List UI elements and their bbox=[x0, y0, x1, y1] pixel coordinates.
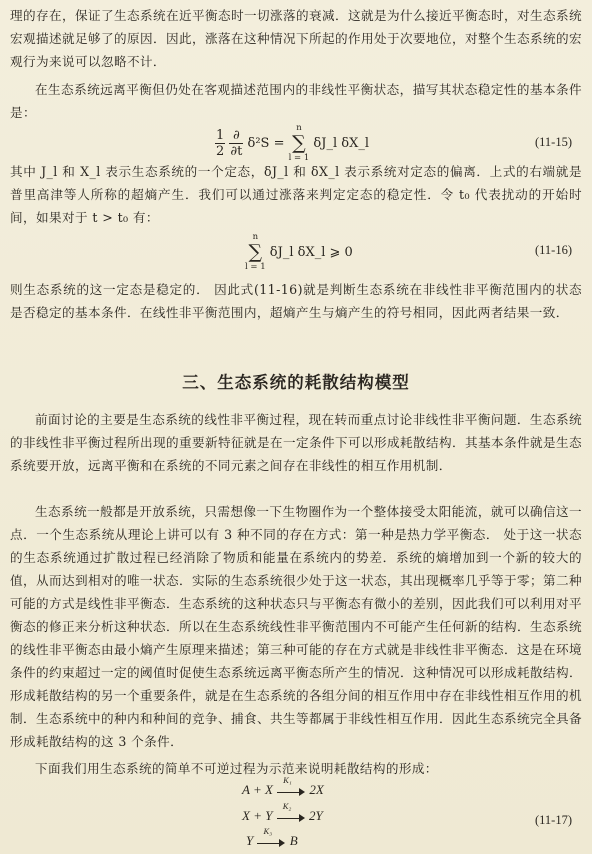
partial-derivative: $\frac{\partial}{\partial t}$ bbox=[230, 128, 243, 159]
equation-number-11-15: (11-15) bbox=[534, 135, 572, 149]
paragraph-5: 前面讨论的主要是生态系统的线性非平衡过程，现在转而重点讨论非线性非平衡问题．生态系统的非线性非平衡过程所出现的重要新特征就是在一定条件下可以形成耗散结构．其基本条件就是生态系统要开放，远离平衡和在系统的不同元素之间存在非线性的相互作用机制． bbox=[10, 412, 582, 473]
paragraph-3: 其中 J_l 和 X_l 表示生态系统的一个定态，δJ_l 和 δX_l 表示系统对定态的偏离．上式的右端就是普里高津等人所称的超熵产生．我们可以通过涨落来判定定态的稳定性．令 t₀ 代表扰动的开始时间，如果对于 t > t₀ 有： bbox=[10, 164, 582, 225]
reaction-arrow: K₁ bbox=[277, 784, 305, 798]
lhs-entropy: δ²S = bbox=[247, 136, 285, 151]
fraction-half: $\frac{1}{2}$ bbox=[216, 128, 225, 159]
section-heading: 三、生态系统的耗散结构模型 bbox=[182, 373, 410, 392]
paragraph-4: 则生态系统的这一定态是稳定的． 因此式(11-16)就是判断生态系统在非线性非平衡范围内的状态是否稳定的基本条件．在线性非平衡范围内，超熵产生与熵产生的符号相同，因此两者结果一致． bbox=[10, 282, 582, 320]
equation-11-16 bbox=[245, 232, 353, 273]
reaction-arrow: K₃ bbox=[257, 835, 285, 849]
stability-condition: δJ_l δX_l ⩾ 0 bbox=[269, 245, 353, 260]
reaction-3: Y K₃ B bbox=[246, 826, 298, 848]
equation-number-11-17: (11-17) bbox=[534, 813, 572, 827]
equation-11-15 bbox=[215, 123, 369, 164]
reaction-1: A + X K₁ 2X bbox=[242, 775, 324, 797]
paragraph-6: 生态系统一般都是开放系统，只需想像一下生物圈作为一个整体接受太阳能流，就可以确信这一点．一个生态系统从理论上讲可以有 3 种不同的存在方式：第一种是热力学平衡态． 处于这一状态的生态系统通过扩散过程已经消除了物质和能量在系统内的势差．系统的熵增加到一个新的较大的值，从而达到相对的唯一状态．实际的生态系统很少处于这一状态，其出现概率几乎等于零；第二种可能的方式是线性非平衡态．生态系统的这种状态只与平衡态有微小的差别，因此我们可以利用对平衡态的修正来分析这种状态．所以在生态系统线性非平衡范围内不可能产生任何新的结构．生态系统的线性非平衡态由最小熵产生原理来描述；第三种可能的存在方式就是非线性非平衡态．这是在环境条件的约束超过一定的阈值时促使生态系统远离平衡态所产生的情况．这种情况可以形成耗散结构．形成耗散结构的另一个重要条件，就是在生态系统的各组分间的相互作用中存在非线性相互作用的机制．生态系统中的种内和种间的竞争、捕食、共生等都属于非线性相互作用．因此生态系统完全具备形成耗散结构的这 3 个条件． bbox=[10, 504, 582, 749]
paragraph-1: 理的存在，保证了生态系统在近平衡态时一切涨落的衰减．这就是为什么接近平衡态时，对生态系统宏观描述就足够了的原因．因此，涨落在这种情况下所起的作用处于次要地位，对整个生态系统的宏观行为来说可以忽略不计． bbox=[10, 8, 582, 69]
reaction-2: X + Y K₂ 2Y bbox=[242, 801, 323, 823]
rhs-product: δJ_l δX_l bbox=[313, 136, 369, 151]
summation-symbol: n ∑ l = 1 bbox=[288, 123, 310, 163]
equation-number-11-16: (11-16) bbox=[534, 243, 572, 257]
paragraph-7: 下面我们用生态系统的简单不可逆过程为示范来说明耗散结构的形成： bbox=[35, 761, 438, 776]
summation-symbol: n ∑ l = 1 bbox=[245, 232, 266, 272]
reaction-arrow: K₂ bbox=[277, 810, 305, 824]
paragraph-2: 在生态系统远离平衡但仍处在客观描述范围内的非线性平衡状态，描写其状态稳定性的基本条件是： bbox=[10, 82, 582, 120]
